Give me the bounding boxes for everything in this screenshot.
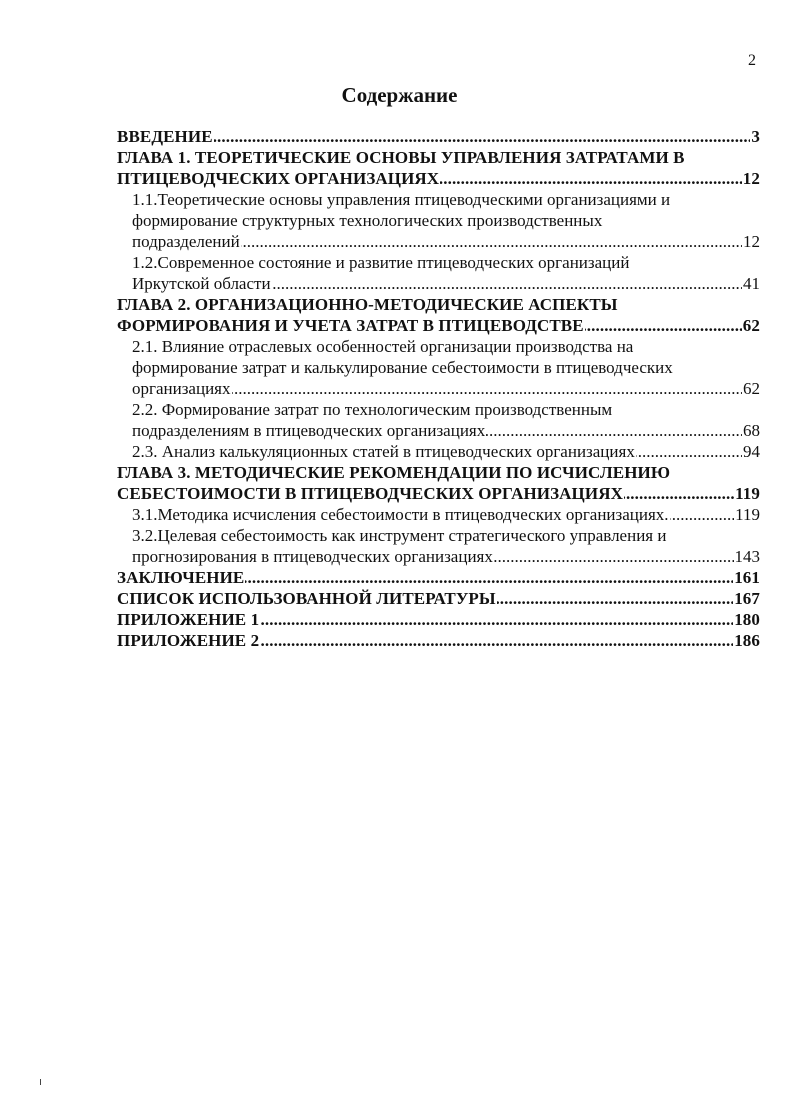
toc-chapter-entry[interactable] (117, 147, 760, 189)
toc-entry-text: формирование затрат и калькулирование себестоимости в птицеводческих (132, 358, 673, 377)
toc-chapter-entry[interactable] (117, 462, 760, 504)
toc-chapter-entry[interactable] (117, 588, 760, 609)
toc-section-entry[interactable] (117, 252, 760, 294)
toc-entry-text: подразделений (132, 232, 240, 251)
toc-entry-text: СЕБЕСТОИМОСТИ В ПТИЦЕВОДЧЕСКИХ ОРГАНИЗАЦИЯХ (117, 484, 623, 503)
toc-entry-text: ВВЕДЕНИЕ (117, 127, 213, 146)
toc-section-entry[interactable] (117, 399, 760, 441)
toc-chapter-entry[interactable] (117, 609, 760, 630)
toc-entry-text: 3.1.Методика исчисления себестоимости в птицеводческих организациях. (132, 505, 669, 524)
toc-page-number: 12 (742, 169, 760, 188)
toc-entry-text: формирование структурных технологических производственных (132, 211, 603, 230)
toc-chapter-entry[interactable] (117, 630, 760, 651)
toc-entry-text: организациях (132, 379, 231, 398)
toc-page-number: 180 (734, 610, 760, 629)
toc-entry-text: ГЛАВА 1. ТЕОРЕТИЧЕСКИЕ ОСНОВЫ УПРАВЛЕНИЯ ЗАТРАТАМИ В (117, 148, 685, 167)
toc-entry-text: ФОРМИРОВАНИЯ И УЧЕТА ЗАТРАТ В ПТИЦЕВОДСТВЕ (117, 316, 584, 335)
toc-entry-text: 2.3. Анализ калькуляционных статей в птицеводческих организациях (132, 442, 635, 461)
toc-entry-text: 2.2. Формирование затрат по технологическим производственным (132, 400, 613, 419)
toc-page-number: 12 (743, 232, 760, 251)
toc-page-number: 119 (735, 484, 760, 503)
toc-entry-text: СПИСОК ИСПОЛЬЗОВАННОЙ ЛИТЕРАТУРЫ (117, 589, 496, 608)
toc-page-number: 94 (743, 442, 760, 461)
toc-entry-text: ПТИЦЕВОДЧЕСКИХ ОРГАНИЗАЦИЯХ (117, 169, 440, 188)
toc-entry-text: 2.1. Влияние отраслевых особенностей организации производства на (132, 337, 634, 356)
toc-page-number: 186 (734, 631, 760, 650)
toc-page-number: 68 (743, 421, 760, 440)
toc-page-number: 62 (743, 379, 760, 398)
page-number: 2 (748, 52, 756, 69)
toc-section-entry[interactable] (117, 525, 760, 567)
toc-page-number: 41 (743, 274, 760, 293)
toc-chapter-entry[interactable] (117, 567, 760, 588)
toc-chapter-entry[interactable] (117, 294, 760, 336)
toc-page-number: 161 (734, 568, 760, 587)
scan-artifact (40, 1079, 41, 1085)
toc-entry-text: Иркутской области (132, 274, 271, 293)
toc-entry-text: прогнозирования в птицеводческих организациях (132, 547, 493, 566)
toc-entry-text: подразделениям в птицеводческих организациях (132, 421, 486, 440)
toc-entry-text: ГЛАВА 3. МЕТОДИЧЕСКИЕ РЕКОМЕНДАЦИИ ПО ИСЧИСЛЕНИЮ (117, 463, 671, 482)
toc-entry-text: ЗАКЛЮЧЕНИЕ (117, 568, 245, 587)
toc-page-number: 3 (751, 127, 760, 146)
toc-page-number: 143 (734, 547, 760, 566)
toc-section-entry[interactable] (117, 189, 760, 252)
toc-page-number: 62 (742, 316, 760, 335)
table-of-contents (117, 126, 760, 651)
toc-page-number: 119 (735, 505, 760, 524)
toc-section-entry[interactable] (117, 336, 760, 399)
toc-entry-text: ПРИЛОЖЕНИЕ 2 (117, 631, 260, 650)
toc-page-number: 167 (734, 589, 760, 608)
toc-title: Содержание (341, 83, 458, 107)
toc-entry-text: ПРИЛОЖЕНИЕ 1 (117, 610, 260, 629)
toc-entry-text: 1.2.Современное состояние и развитие птицеводческих организаций (132, 253, 630, 272)
toc-entry-text: ГЛАВА 2. ОРГАНИЗАЦИОННО-МЕТОДИЧЕСКИЕ АСПЕКТЫ (117, 295, 618, 314)
toc-section-entry[interactable] (117, 441, 760, 462)
toc-section-entry[interactable] (117, 504, 760, 525)
toc-entry-text: 1.1.Теоретические основы управления птицеводческими организациями и (132, 190, 671, 209)
toc-entry-text: 3.2.Целевая себестоимость как инструмент стратегического управления и (132, 526, 667, 545)
toc-chapter-entry[interactable] (117, 126, 760, 147)
